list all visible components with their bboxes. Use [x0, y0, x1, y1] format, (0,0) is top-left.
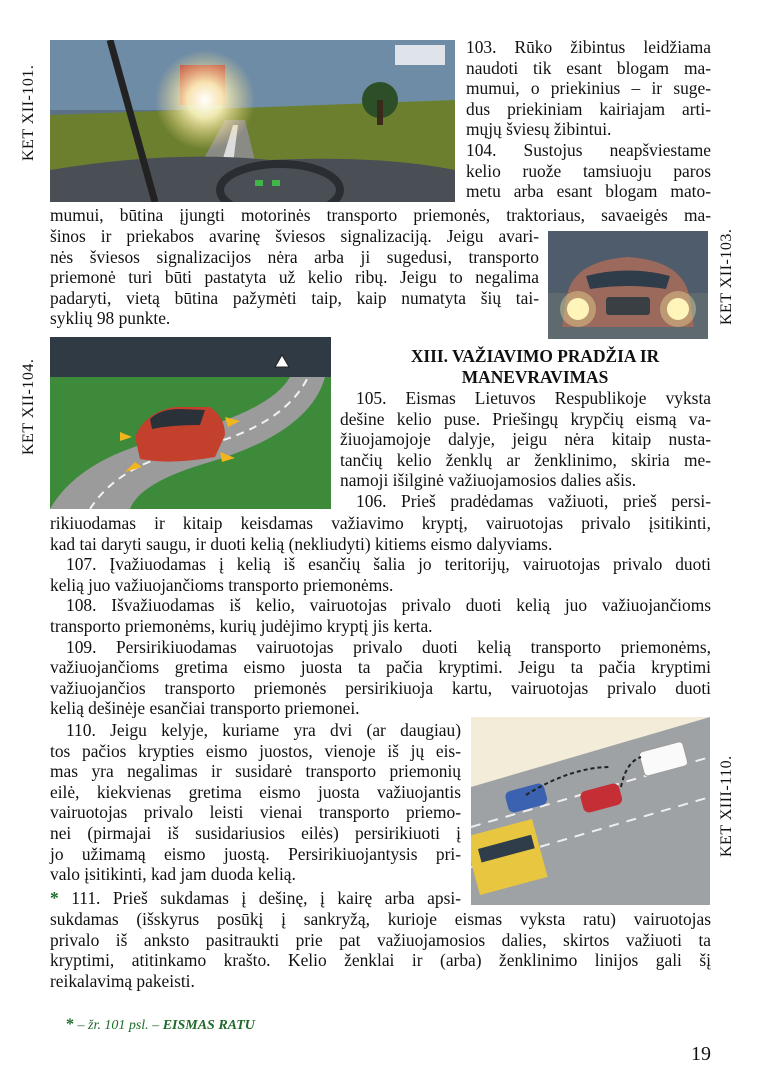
paragraph-104-cont — [50, 205, 711, 226]
text-line: metu arba esant blogam mato- — [466, 181, 711, 202]
text-line: 105. Eismas Lietuvos Respublikoje vyksta — [356, 388, 711, 408]
fog-light-illustration — [50, 40, 455, 202]
paragraph-103-104 — [466, 37, 711, 202]
text-line: vairuotojas privalo leisti vienai transporto priemo- — [50, 802, 461, 823]
figure-label-xiii-110: KET XIII-110. — [718, 755, 735, 857]
text-line: kad tai daryti saugu, ir duoti kelią (nekliudyti) kitiems eismo dalyviams. — [50, 533, 553, 554]
text-line: 103. Rūko žibintus leidžiama — [466, 37, 711, 57]
footnote-ref: – žr. 101 psl. – — [77, 1018, 160, 1033]
text-line: tos pačios krypties eismo juostos, vienoje iš jų eis- — [50, 740, 461, 761]
text-line: syklių 98 punkte. — [50, 308, 171, 329]
text-line: mumui, o priekinius – ir suge- — [466, 78, 711, 99]
text-line: kelią juo važiuojančioms transporto priemonėms. — [50, 574, 394, 595]
text-line: mumui, būtina įjungti motorinės transporto priemonės, traktoriaus, savaeigės ma- — [50, 205, 711, 225]
text-line: naudoti tik esant blogam ma- — [466, 57, 711, 78]
text-line: nės šviesos signalizacijos nėra arba ji sugedusi, transporto — [50, 246, 539, 267]
text-line: namoji išilginė važiuojamosios dalies ašis. — [340, 470, 637, 491]
text-line: kelią dešinėje esančiai transporto priemonei. — [50, 698, 360, 719]
paragraph-104-end — [50, 226, 539, 329]
text-line: kryptimi, atitinkamo krašto. Kelio ženklai ir (arba) ženklinimo linijos gali šį — [50, 950, 711, 971]
text-line: valo įsitikinti, kad jam duoda kelią. — [50, 864, 296, 885]
figure-label-xii-103: KET XII-103. — [718, 228, 735, 325]
text-line: padaryti, vietą būtina pažymėti taip, kaip numatyta šių tai- — [50, 287, 539, 308]
text-line: 106. Prieš pradėdamas važiuoti, prieš persi- — [356, 490, 711, 511]
text-line: 109. Persirikiuodamas vairuotojas privalo duoti kelią transporto priemonėms, — [66, 636, 711, 657]
figure-label-xii-101: KET XII-101. — [20, 64, 37, 161]
text-line: kelio ruože tamsiuoju paros — [466, 160, 711, 181]
footnote-title: EISMAS RATU — [162, 1018, 255, 1033]
heading-line: MANEVRAVIMAS — [461, 366, 609, 387]
text-line: tančių kelio ženklų ar ženklinimo, skiria me- — [340, 449, 711, 470]
paragraph-111-cont — [50, 909, 711, 991]
text-line: transporto priemonėms, kurių judėjimo kryptį jis kerta. — [50, 615, 433, 636]
text-line: priemonė turi būti pastatyta už kelio ribų. Jeigu to negalima — [50, 267, 539, 288]
footnote-marker: * — [50, 888, 59, 908]
footnote-marker: * — [66, 1016, 74, 1033]
paragraph-110 — [50, 720, 461, 885]
text-line: nei (pirmajai iš susidariusios eilės) persirikiuoti į — [50, 822, 461, 843]
text-line: sukdamas (išskyrus posūkį į sankryžą, kurioje eismas vyksta ratu) vairuotojas — [50, 909, 711, 929]
text-line: dus priekiniam kairiajam arti- — [466, 98, 711, 119]
figure-label-xii-104: KET XII-104. — [20, 358, 37, 455]
hazard-car-curve-illustration — [50, 337, 331, 509]
text-line: 110. Jeigu kelyje, kuriame yra dvi (ar daugiau) — [66, 720, 461, 740]
paragraph-111 — [50, 888, 461, 909]
text-line: važiuojančios transporto priemonės persirikiuoja kartu, vairuotojas privalo duoti — [50, 677, 711, 698]
text-line: žiuojamojoje dalyje, jeigu nėra kitaip nusta- — [340, 429, 711, 450]
text-line: 107. Įvažiuodamas į kelią iš esančių šalia jo teritorijų, vairuotojas privalo duoti — [66, 554, 711, 575]
text-line: rikiuodamas ir kitaip keisdamas važiavimo kryptį, vairuotojas privalo įsitikinti, — [50, 513, 711, 533]
text-line-content: 111. Prieš sukdamas į dešinę, į kairę arba apsi- — [71, 888, 461, 908]
text-line: eilė, kiekvienas gretima eismo juosta važiuojantis — [50, 781, 461, 802]
lane-merge-illustration — [471, 717, 710, 905]
section-heading — [360, 346, 710, 387]
text-line: mas yra negalimas ir susidarė transporto priemonių — [50, 761, 461, 782]
text-line: dešine kelio puse. Priešingų krypčių eismą va- — [340, 408, 711, 429]
text-line — [50, 888, 461, 909]
text-line: privalo iš anksto pasitraukti prie pat važiuojamosios dalies, skirtos važiuoti ta — [50, 929, 711, 950]
text-line: važiuojančioms gretima eismo juosta ta pačia kryptimi. Jeigu ta pačia kryptimi — [50, 657, 711, 678]
text-line: 104. Sustojus neapšviestame — [466, 139, 711, 160]
paragraphs-106-109 — [50, 513, 711, 719]
text-line: šinos ir priekabos avarinę šviesos signalizaciją. Jeigu avari- — [50, 226, 539, 246]
text-line: mųjų šviesų žibintui. — [466, 119, 612, 140]
heading-line: XIII. VAŽIAVIMO PRADŽIA IR — [410, 346, 660, 366]
footnote — [66, 1016, 255, 1034]
text-line: 108. Išvažiuodamas iš kelio, vairuotojas privalo duoti kelią juo važiuojančioms — [66, 595, 711, 616]
text-line: reikalavimą pakeisti. — [50, 970, 195, 991]
text-line: jo užimamą eismo juostą. Persirikiuojantysis pri- — [50, 843, 461, 864]
paragraph-105-106 — [340, 388, 711, 512]
page-number: 19 — [691, 1043, 711, 1065]
hazard-lights-illustration — [548, 231, 708, 339]
